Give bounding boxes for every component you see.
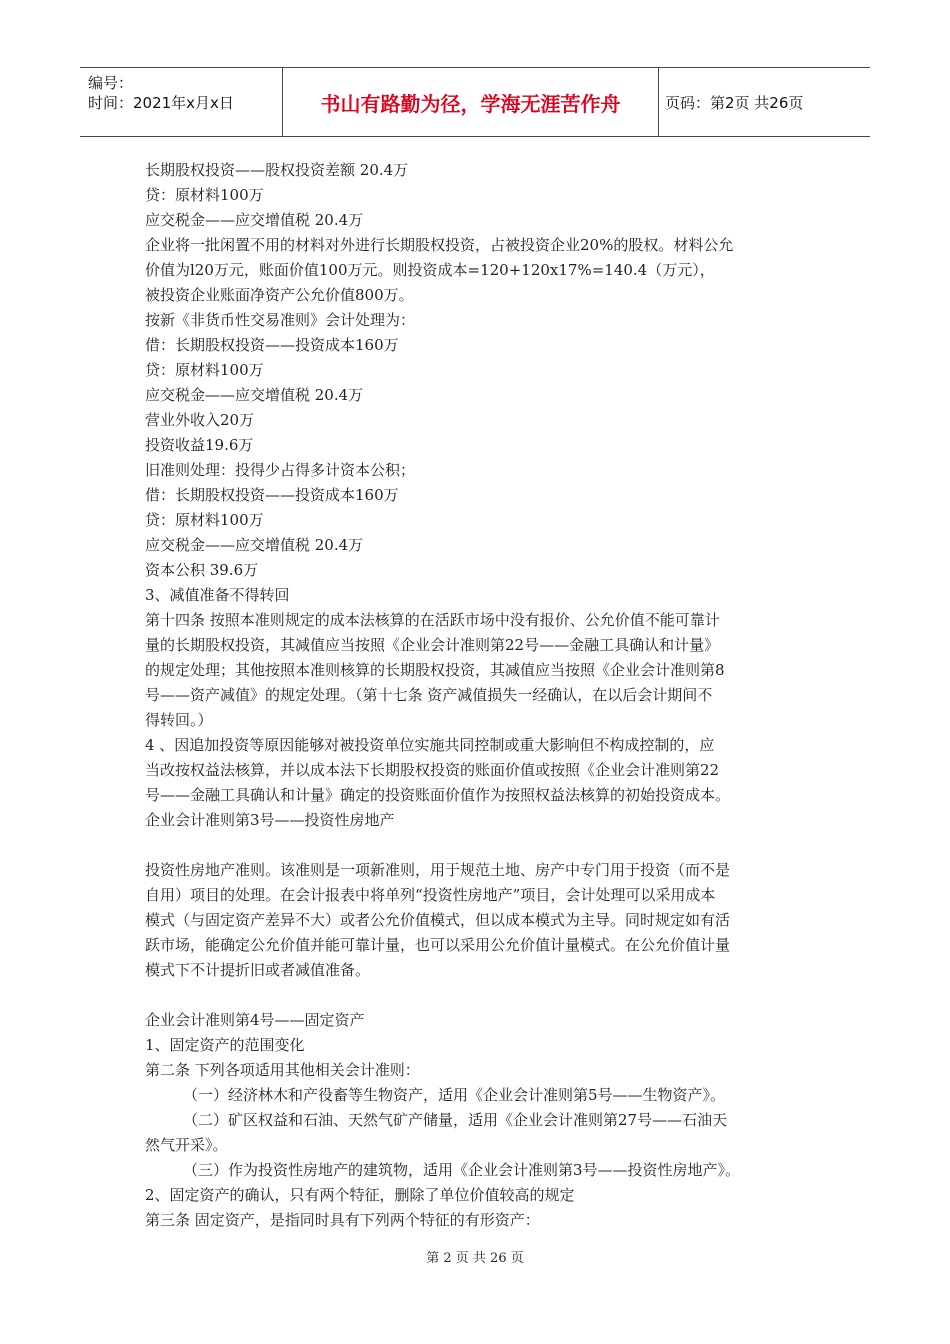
text-line: 4 、因追加投资等原因能够对被投资单位实施共同控制或重大影响但不构成控制的，应 <box>145 736 715 754</box>
text-line: 模式（与固定资产差异不大）或者公允价值模式，但以成本模式为主导。同时规定如有活 <box>145 911 731 929</box>
text-line: 当改按权益法核算，并以成本法下长期股权投资的账面价值或按照《企业会计准则第22 <box>145 761 720 779</box>
document-time: 时间：2021年x月x日 <box>88 94 234 112</box>
text-line: 1、固定资产的范围变化 <box>145 1036 305 1054</box>
header-page-info: 页码：第2页 共26页 <box>665 93 804 112</box>
text-line: 企业将一批闲置不用的材料对外进行长期股权投资，占被投资企业20%的股权。材料公允 <box>145 236 734 254</box>
text-line: （三）作为投资性房地产的建筑物，适用《企业会计准则第3号——投资性房地产》。 <box>183 1161 741 1179</box>
text-line: 量的长期股权投资，其减值应当按照《企业会计准则第22号——金融工具确认和计量》 <box>145 636 720 654</box>
text-line: 贷：原材料100万 <box>145 511 264 529</box>
text-line: 长期股权投资——股权投资差额 20.4万 <box>145 161 409 179</box>
text-line: 应交税金——应交增值税 20.4万 <box>145 536 364 554</box>
text-line: 自用）项目的处理。在会计报表中将单列“投资性房地产”项目，会计处理可以采用成本 <box>145 886 716 904</box>
text-line: 借：长期股权投资——投资成本160万 <box>145 486 399 504</box>
header-meta <box>80 68 283 136</box>
text-line: 跃市场，能确定公允价值并能可靠计量，也可以采用公允价值计量模式。在公允价值计量 <box>145 936 731 954</box>
text-line: 得转回。） <box>145 711 213 729</box>
text-line: 号——金融工具确认和计量》确定的投资账面价值作为按照权益法核算的初始投资成本。 <box>145 786 731 804</box>
text-line: 旧准则处理：投得少占得多计资本公积； <box>145 461 416 479</box>
blank-line <box>145 983 810 1008</box>
text-line: 被投资企业账面净资产公允价值800万。 <box>145 286 414 304</box>
text-line: 贷：原材料100万 <box>145 186 264 204</box>
text-line: 第三条 固定资产，是指同时具有下列两个特征的有形资产： <box>145 1211 540 1229</box>
text-line: 价值为l20万元，账面价值100万元。则投资成本=120+120x17%=140.4（万元）， <box>145 261 715 279</box>
section-heading: 3、减值准备不得转回 <box>145 586 290 604</box>
text-line: 第二条 下列各项适用其他相关会计准则： <box>145 1061 420 1079</box>
text-line: 模式下不计提折旧或者减值准备。 <box>145 961 371 979</box>
section-heading: 企业会计准则第3号——投资性房地产 <box>145 811 395 829</box>
text-line: 按新《非货币性交易准则》会计处理为： <box>145 311 416 329</box>
text-line: （一）经济林木和产役畜等生物资产，适用《企业会计准则第5号——生物资产》。 <box>183 1086 726 1104</box>
text-line: 应交税金——应交增值税 20.4万 <box>145 386 364 404</box>
header-motto: 书山有路勤为径，学海无涯苦作舟 <box>283 68 659 136</box>
document-body <box>145 158 810 1233</box>
text-line: 然气开采》。 <box>145 1136 228 1154</box>
text-line: 投资性房地产准则。该准则是一项新准则，用于规范土地、房产中专门用于投资（而不是 <box>145 861 731 879</box>
document-number-label: 编号： <box>88 74 134 92</box>
text-line: 号——资产减值》的规定处理。（第十七条 资产减值损失一经确认，在以后会计期间不 <box>145 686 713 704</box>
text-line: 投资收益19.6万 <box>145 436 254 454</box>
text-line: 的规定处理；其他按照本准则核算的长期股权投资，其减值应当按照《企业会计准则第8 <box>145 661 725 679</box>
text-line: 第十四条 按照本准则规定的成本法核算的在活跃市场中没有报价、公允价值不能可靠计 <box>145 611 720 629</box>
text-line: 资本公积 39.6万 <box>145 561 259 579</box>
text-line: 营业外收入20万 <box>145 411 255 429</box>
text-line: 2、固定资产的确认，只有两个特征，删除了单位价值较高的规定 <box>145 1186 575 1204</box>
blank-line <box>145 833 810 858</box>
text-line: 贷：原材料100万 <box>145 361 264 379</box>
page-footer: 第 2 页 共 26 页 <box>426 1251 524 1266</box>
text-line: 借：长期股权投资——投资成本160万 <box>145 336 399 354</box>
text-line: （二）矿区权益和石油、天然气矿产储量，适用《企业会计准则第27号——石油天 <box>183 1111 728 1129</box>
page-header <box>80 67 870 137</box>
text-line: 应交税金——应交增值税 20.4万 <box>145 211 364 229</box>
section-heading: 企业会计准则第4号——固定资产 <box>145 1011 365 1029</box>
